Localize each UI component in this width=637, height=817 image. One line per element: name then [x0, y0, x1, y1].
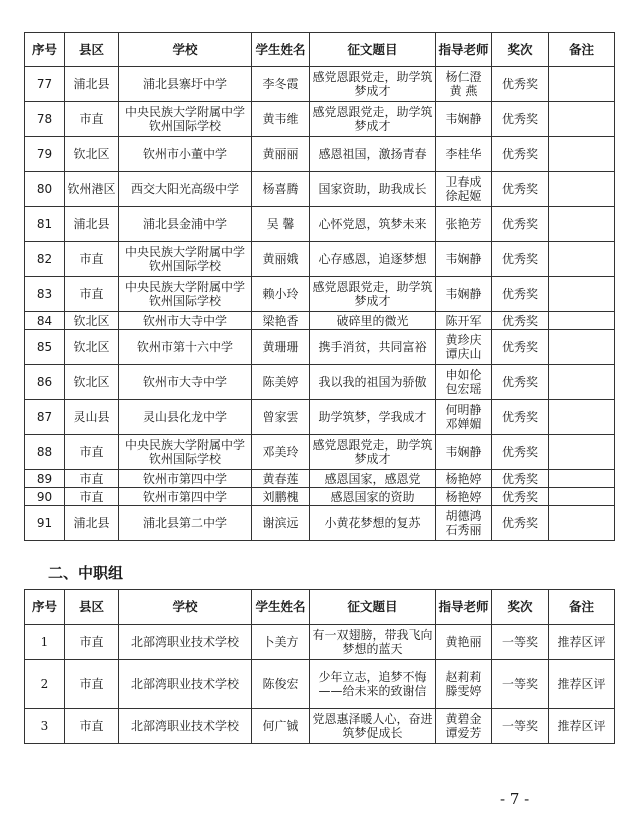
cell-note [549, 207, 615, 242]
cell-award: 优秀奖 [492, 506, 549, 541]
cell-seq: 85 [25, 330, 65, 365]
cell-school: 浦北县金浦中学 [119, 207, 252, 242]
header-teacher: 指导老师 [436, 33, 492, 67]
cell-seq: 82 [25, 242, 65, 277]
cell-award: 优秀奖 [492, 470, 549, 488]
cell-seq: 86 [25, 365, 65, 400]
cell-student: 卜美方 [252, 625, 310, 660]
cell-seq: 84 [25, 312, 65, 330]
cell-title: 少年立志，追梦不悔——给未来的致谢信 [310, 660, 436, 709]
cell-student: 黄春莲 [252, 470, 310, 488]
cell-teacher: 黄珍庆 谭庆山 [436, 330, 492, 365]
cell-seq: 90 [25, 488, 65, 506]
cell-school: 钦州市第四中学 [119, 488, 252, 506]
cell-teacher: 赵莉莉 滕雯婷 [436, 660, 492, 709]
cell-school: 北部湾职业技术学校 [119, 625, 252, 660]
cell-county: 钦北区 [65, 312, 119, 330]
cell-title: 心怀党恩，筑梦未来 [310, 207, 436, 242]
cell-teacher: 韦娴静 [436, 277, 492, 312]
header-student: 学生姓名 [252, 590, 310, 625]
header-county: 县区 [65, 33, 119, 67]
table-row [25, 400, 615, 435]
cell-student: 杨喜腾 [252, 172, 310, 207]
cell-note [549, 102, 615, 137]
cell-title: 携手消贫，共同富裕 [310, 330, 436, 365]
page-number: - 7 - [500, 790, 530, 808]
awards-table-vocational [24, 589, 615, 744]
cell-teacher: 黄艳丽 [436, 625, 492, 660]
cell-teacher: 杨艳婷 [436, 470, 492, 488]
cell-county: 浦北县 [65, 207, 119, 242]
cell-award: 优秀奖 [492, 67, 549, 102]
header-teacher: 指导老师 [436, 590, 492, 625]
header-county: 县区 [65, 590, 119, 625]
cell-county: 浦北县 [65, 67, 119, 102]
cell-student: 李冬霞 [252, 67, 310, 102]
cell-seq: 77 [25, 67, 65, 102]
header-award: 奖次 [492, 590, 549, 625]
cell-teacher: 韦娴静 [436, 102, 492, 137]
cell-county: 灵山县 [65, 400, 119, 435]
cell-county: 钦北区 [65, 365, 119, 400]
cell-teacher: 韦娴静 [436, 435, 492, 470]
cell-student: 吴 馨 [252, 207, 310, 242]
cell-award: 一等奖 [492, 625, 549, 660]
cell-county: 钦北区 [65, 330, 119, 365]
cell-county: 市直 [65, 470, 119, 488]
awards-table-senior [24, 32, 615, 541]
table-row [25, 242, 615, 277]
cell-teacher: 申如伦 包宏瑶 [436, 365, 492, 400]
cell-student: 赖小玲 [252, 277, 310, 312]
cell-note [549, 435, 615, 470]
cell-title: 我以我的祖国为骄傲 [310, 365, 436, 400]
cell-title: 心存感恩，追逐梦想 [310, 242, 436, 277]
cell-student: 黄丽娥 [252, 242, 310, 277]
cell-award: 优秀奖 [492, 435, 549, 470]
cell-teacher: 韦娴静 [436, 242, 492, 277]
header-title: 征文题目 [310, 590, 436, 625]
table-row [25, 207, 615, 242]
header-seq: 序号 [25, 590, 65, 625]
cell-title: 感党恩跟党走，助学筑梦成才 [310, 102, 436, 137]
cell-student: 陈美婷 [252, 365, 310, 400]
header-seq: 序号 [25, 33, 65, 67]
table-row [25, 312, 615, 330]
header-award: 奖次 [492, 33, 549, 67]
cell-school: 北部湾职业技术学校 [119, 709, 252, 744]
cell-school: 钦州市大寺中学 [119, 365, 252, 400]
cell-seq: 79 [25, 137, 65, 172]
cell-teacher: 杨仁澄 黄 燕 [436, 67, 492, 102]
cell-award: 一等奖 [492, 709, 549, 744]
cell-student: 黄韦维 [252, 102, 310, 137]
cell-student: 何广铖 [252, 709, 310, 744]
table-row [25, 709, 615, 744]
cell-county: 市直 [65, 709, 119, 744]
cell-student: 刘鹏槐 [252, 488, 310, 506]
cell-student: 曾家雲 [252, 400, 310, 435]
cell-county: 市直 [65, 488, 119, 506]
cell-title: 感恩国家，感恩党 [310, 470, 436, 488]
cell-teacher: 张艳芳 [436, 207, 492, 242]
cell-school: 钦州市大寺中学 [119, 312, 252, 330]
cell-award: 优秀奖 [492, 242, 549, 277]
cell-school: 浦北县寨圩中学 [119, 67, 252, 102]
cell-county: 市直 [65, 660, 119, 709]
cell-note [549, 400, 615, 435]
cell-county: 钦北区 [65, 137, 119, 172]
table-row [25, 506, 615, 541]
cell-award: 优秀奖 [492, 207, 549, 242]
cell-student: 黄丽丽 [252, 137, 310, 172]
table-row [25, 137, 615, 172]
cell-note [549, 470, 615, 488]
cell-note [549, 277, 615, 312]
header-note: 备注 [549, 590, 615, 625]
cell-seq: 3 [25, 709, 65, 744]
cell-school: 浦北县第二中学 [119, 506, 252, 541]
cell-note [549, 488, 615, 506]
cell-county: 市直 [65, 435, 119, 470]
cell-title: 感党恩跟党走，助学筑梦成才 [310, 277, 436, 312]
cell-teacher: 何明静 邓婵媚 [436, 400, 492, 435]
cell-school: 钦州市第四中学 [119, 470, 252, 488]
header-title: 征文题目 [310, 33, 436, 67]
cell-seq: 89 [25, 470, 65, 488]
cell-award: 优秀奖 [492, 488, 549, 506]
cell-teacher: 卫春成 徐起姬 [436, 172, 492, 207]
cell-seq: 2 [25, 660, 65, 709]
cell-award: 优秀奖 [492, 365, 549, 400]
cell-note [549, 506, 615, 541]
cell-student: 梁艳香 [252, 312, 310, 330]
table-header-row [25, 590, 615, 625]
cell-title: 小黄花梦想的复苏 [310, 506, 436, 541]
cell-title: 党恩惠泽暖人心，奋进筑梦促成长 [310, 709, 436, 744]
section-title-vocational: 二、中职组 [48, 564, 124, 582]
table-row [25, 660, 615, 709]
header-student: 学生姓名 [252, 33, 310, 67]
cell-title: 有一双翅膀，带我飞向梦想的蓝天 [310, 625, 436, 660]
cell-note [549, 137, 615, 172]
cell-title: 感党恩跟党走，助学筑梦成才 [310, 67, 436, 102]
cell-title: 感恩祖国，激扬青春 [310, 137, 436, 172]
cell-county: 浦北县 [65, 506, 119, 541]
cell-school: 中央民族大学附属中学钦州国际学校 [119, 242, 252, 277]
cell-student: 邓美玲 [252, 435, 310, 470]
cell-note [549, 242, 615, 277]
cell-note [549, 312, 615, 330]
table-row [25, 172, 615, 207]
table-header-row [25, 33, 615, 67]
cell-seq: 1 [25, 625, 65, 660]
cell-teacher: 陈开军 [436, 312, 492, 330]
table-row [25, 330, 615, 365]
cell-note [549, 365, 615, 400]
table-row [25, 102, 615, 137]
cell-title: 助学筑梦，学我成才 [310, 400, 436, 435]
cell-note: 推荐区评 [549, 660, 615, 709]
cell-county: 钦州港区 [65, 172, 119, 207]
cell-title: 感党恩跟党走，助学筑梦成才 [310, 435, 436, 470]
cell-teacher: 黄碧金 谭爱芳 [436, 709, 492, 744]
table-row [25, 625, 615, 660]
cell-seq: 78 [25, 102, 65, 137]
cell-title: 破碎里的微光 [310, 312, 436, 330]
cell-award: 优秀奖 [492, 102, 549, 137]
cell-student: 陈俊宏 [252, 660, 310, 709]
cell-award: 优秀奖 [492, 137, 549, 172]
cell-note: 推荐区评 [549, 709, 615, 744]
cell-award: 优秀奖 [492, 172, 549, 207]
cell-note [549, 330, 615, 365]
cell-note: 推荐区评 [549, 625, 615, 660]
cell-school: 北部湾职业技术学校 [119, 660, 252, 709]
cell-award: 一等奖 [492, 660, 549, 709]
cell-note [549, 172, 615, 207]
cell-seq: 91 [25, 506, 65, 541]
cell-title: 国家资助，助我成长 [310, 172, 436, 207]
table-row [25, 488, 615, 506]
cell-county: 市直 [65, 277, 119, 312]
table-row [25, 470, 615, 488]
cell-school: 灵山县化龙中学 [119, 400, 252, 435]
header-note: 备注 [549, 33, 615, 67]
cell-student: 黄珊珊 [252, 330, 310, 365]
cell-school: 钦州市小董中学 [119, 137, 252, 172]
cell-seq: 88 [25, 435, 65, 470]
cell-note [549, 67, 615, 102]
cell-county: 市直 [65, 625, 119, 660]
table-row [25, 435, 615, 470]
cell-student: 谢滨远 [252, 506, 310, 541]
header-school: 学校 [119, 33, 252, 67]
cell-award: 优秀奖 [492, 330, 549, 365]
header-school: 学校 [119, 590, 252, 625]
cell-school: 钦州市第十六中学 [119, 330, 252, 365]
cell-seq: 81 [25, 207, 65, 242]
cell-teacher: 胡德鸿 石秀丽 [436, 506, 492, 541]
cell-seq: 83 [25, 277, 65, 312]
table-row [25, 277, 615, 312]
cell-award: 优秀奖 [492, 312, 549, 330]
cell-award: 优秀奖 [492, 277, 549, 312]
cell-county: 市直 [65, 242, 119, 277]
cell-seq: 87 [25, 400, 65, 435]
cell-school: 中央民族大学附属中学钦州国际学校 [119, 435, 252, 470]
cell-title: 感恩国家的资助 [310, 488, 436, 506]
cell-school: 中央民族大学附属中学钦州国际学校 [119, 277, 252, 312]
cell-county: 市直 [65, 102, 119, 137]
table-row [25, 365, 615, 400]
cell-award: 优秀奖 [492, 400, 549, 435]
cell-school: 西交大阳光高级中学 [119, 172, 252, 207]
cell-teacher: 李桂华 [436, 137, 492, 172]
cell-teacher: 杨艳婷 [436, 488, 492, 506]
cell-school: 中央民族大学附属中学钦州国际学校 [119, 102, 252, 137]
table-row [25, 67, 615, 102]
cell-seq: 80 [25, 172, 65, 207]
